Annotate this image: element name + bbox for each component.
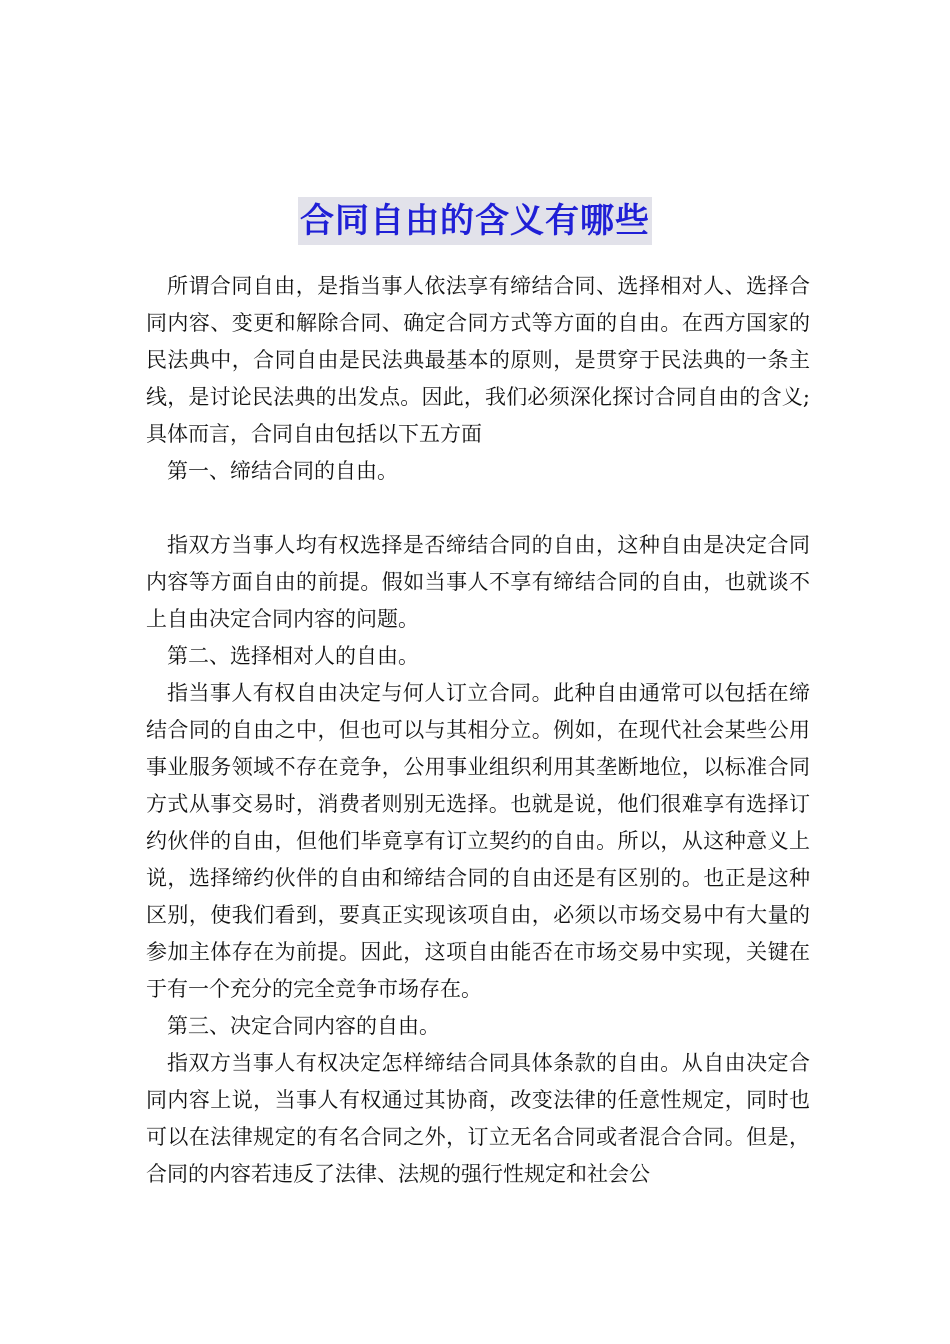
title-container	[0, 174, 950, 268]
section-heading-1: 第一、缔结合同的自由。	[167, 459, 398, 483]
section-3-paragraph: 指双方当事人有权决定怎样缔结合同具体条款的自由。从自由决定合同内容上说，当事人有权通过其协商，改变法律的任意性规定，同时也可以在法律规定的有名合同之外，订立无名合同或者混合合同。但是，合同的内容若违反了法律、法规的强行性规定和社会公	[146, 1051, 810, 1186]
section-heading-2: 第二、选择相对人的自由。	[167, 644, 419, 668]
section-1-paragraph: 指双方当事人均有权选择是否缔结合同的自由，这种自由是决定合同内容等方面自由的前提。假如当事人不享有缔结合同的自由，也就谈不上自由决定合同内容的问题。	[146, 533, 810, 631]
blank-line	[146, 490, 810, 527]
section-heading-3: 第三、决定合同内容的自由。	[167, 1014, 440, 1038]
document-body	[146, 268, 810, 1193]
document-title: 合同自由的含义有哪些	[298, 197, 652, 245]
intro-paragraph: 所谓合同自由，是指当事人依法享有缔结合同、选择相对人、选择合同内容、变更和解除合同、确定合同方式等方面的自由。在西方国家的民法典中，合同自由是民法典最基本的原则，是贯穿于民法典的一条主线，是讨论民法典的出发点。因此，我们必须深化探讨合同自由的含义;具体而言，合同自由包括以下五方面	[146, 274, 810, 446]
section-2-paragraph: 指当事人有权自由决定与何人订立合同。此种自由通常可以包括在缔结合同的自由之中，但也可以与其相分立。例如，在现代社会某些公用事业服务领域不存在竞争，公用事业组织利用其垄断地位，以标准合同方式从事交易时，消费者则别无选择。也就是说，他们很难享有选择订约伙伴的自由，但他们毕竟享有订立契约的自由。所以，从这种意义上说，选择缔约伙伴的自由和缔结合同的自由还是有区别的。也正是这种区别，使我们看到，要真正实现该项自由，必须以市场交易中有大量的参加主体存在为前提。因此，这项自由能否在市场交易中实现，关键在于有一个充分的完全竞争市场存在。	[146, 681, 810, 1001]
